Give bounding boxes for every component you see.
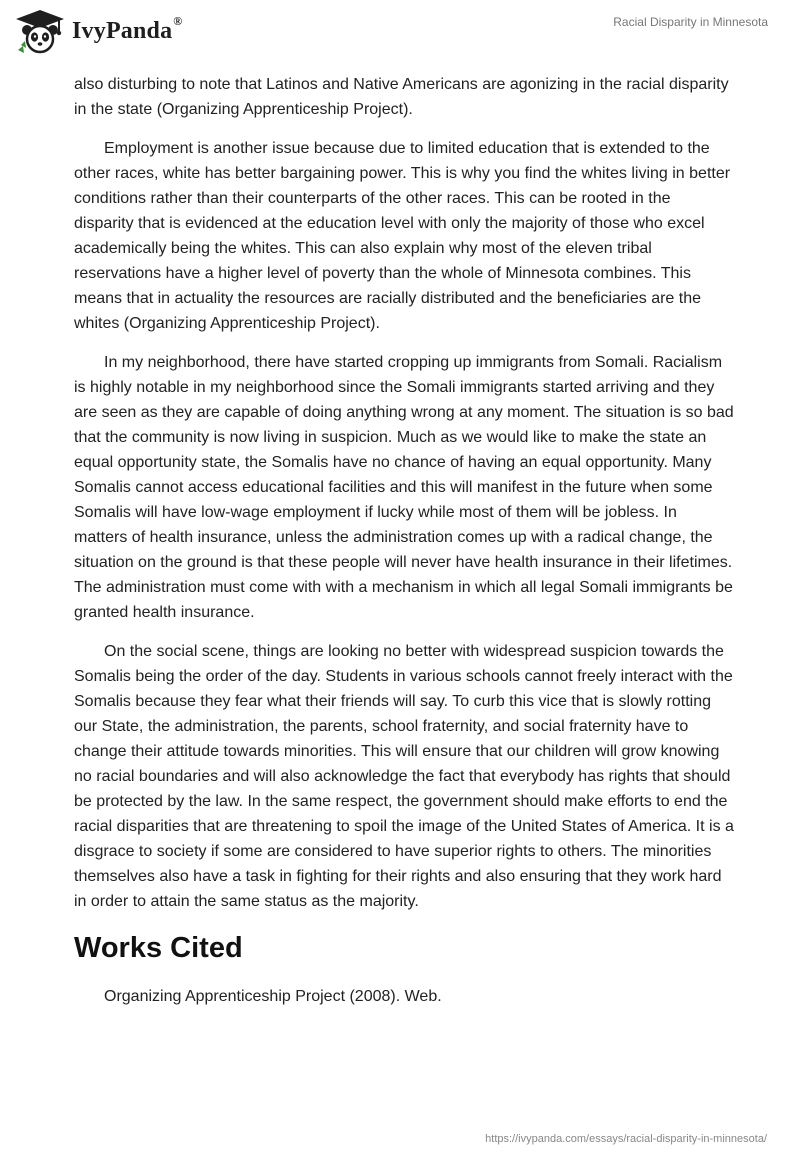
works-cited-heading: Works Cited bbox=[74, 932, 243, 964]
essay-body bbox=[74, 72, 734, 1009]
source-url[interactable]: https://ivypanda.com/essays/racial-disparity-in-minnesota/ bbox=[485, 1133, 767, 1145]
paragraph: In my neighborhood, there have started cropping up immigrants from Somali. Racialism is highly notable in my neighborhood since the Somali immigrants started arriving and they are seen as they are capable of doing anything wrong at any moment. The situation is so bad that the community is now living in suspicion. Much as we would like to make the state an equal opportunity state, the Somalis have no chance of having an equal opportunity. Many Somalis cannot access educational facilities and this will manifest in the future when some Somalis will have low-wage employment if lucky while most of them will be jobless. In matters of health insurance, unless the administration comes up with a radical change, the situation on the ground is that these people will never have health insurance in their lifetimes. The administration must come with with a mechanism in which all legal Somali immigrants be granted health insurance. bbox=[74, 354, 734, 621]
brand-name: IvyPanda® bbox=[72, 13, 183, 44]
paragraph: also disturbing to note that Latinos and Native Americans are agonizing in the racial disparity in the state (Organizing Apprenticeship Project). bbox=[74, 76, 729, 118]
citation-item: Organizing Apprenticeship Project (2008). Web. bbox=[104, 988, 442, 1005]
panda-graduate-icon bbox=[14, 8, 66, 54]
ivypanda-logo[interactable] bbox=[14, 8, 182, 54]
page-header bbox=[0, 0, 800, 70]
paragraph: Employment is another issue because due to limited education that is extended to the other races, white has better bargaining power. This is why you find the whites living in better conditions rather than their counterparts of the other races. This can be rooted in the disparity that is evidenced at the education level with only the majority of those who excel academically being the whites. This can also explain why most of the eleven tribal reservations have a higher level of poverty than the whole of Minnesota combines. This means that in actuality the resources are racially distributed and the beneficiaries are the whites (Organizing Apprenticeship Project). bbox=[74, 140, 731, 332]
running-title: Racial Disparity in Minnesota bbox=[613, 15, 768, 29]
paragraph: On the social scene, things are looking no better with widespread suspicion towards the Somalis being the order of the day. Students in various schools cannot freely interact with the Somalis because they fear what their friends will say. To curb this vice that is slowly rotting our State, the administration, the parents, school fraternity, and social fraternity have to change their attitude towards minorities. This will ensure that our children will grow knowing no racial boundaries and will also acknowledge the fact that everybody has rights that should be protected by the law. In the same respect, the government should make efforts to end the racial disparities that are threatening to spoil the image of the United States of America. It is a disgrace to society if some are considered to have superior rights to others. The minorities themselves also have a task in fighting for their rights and also ensuring that they work hard in order to attain the same status as the majority. bbox=[74, 643, 734, 910]
